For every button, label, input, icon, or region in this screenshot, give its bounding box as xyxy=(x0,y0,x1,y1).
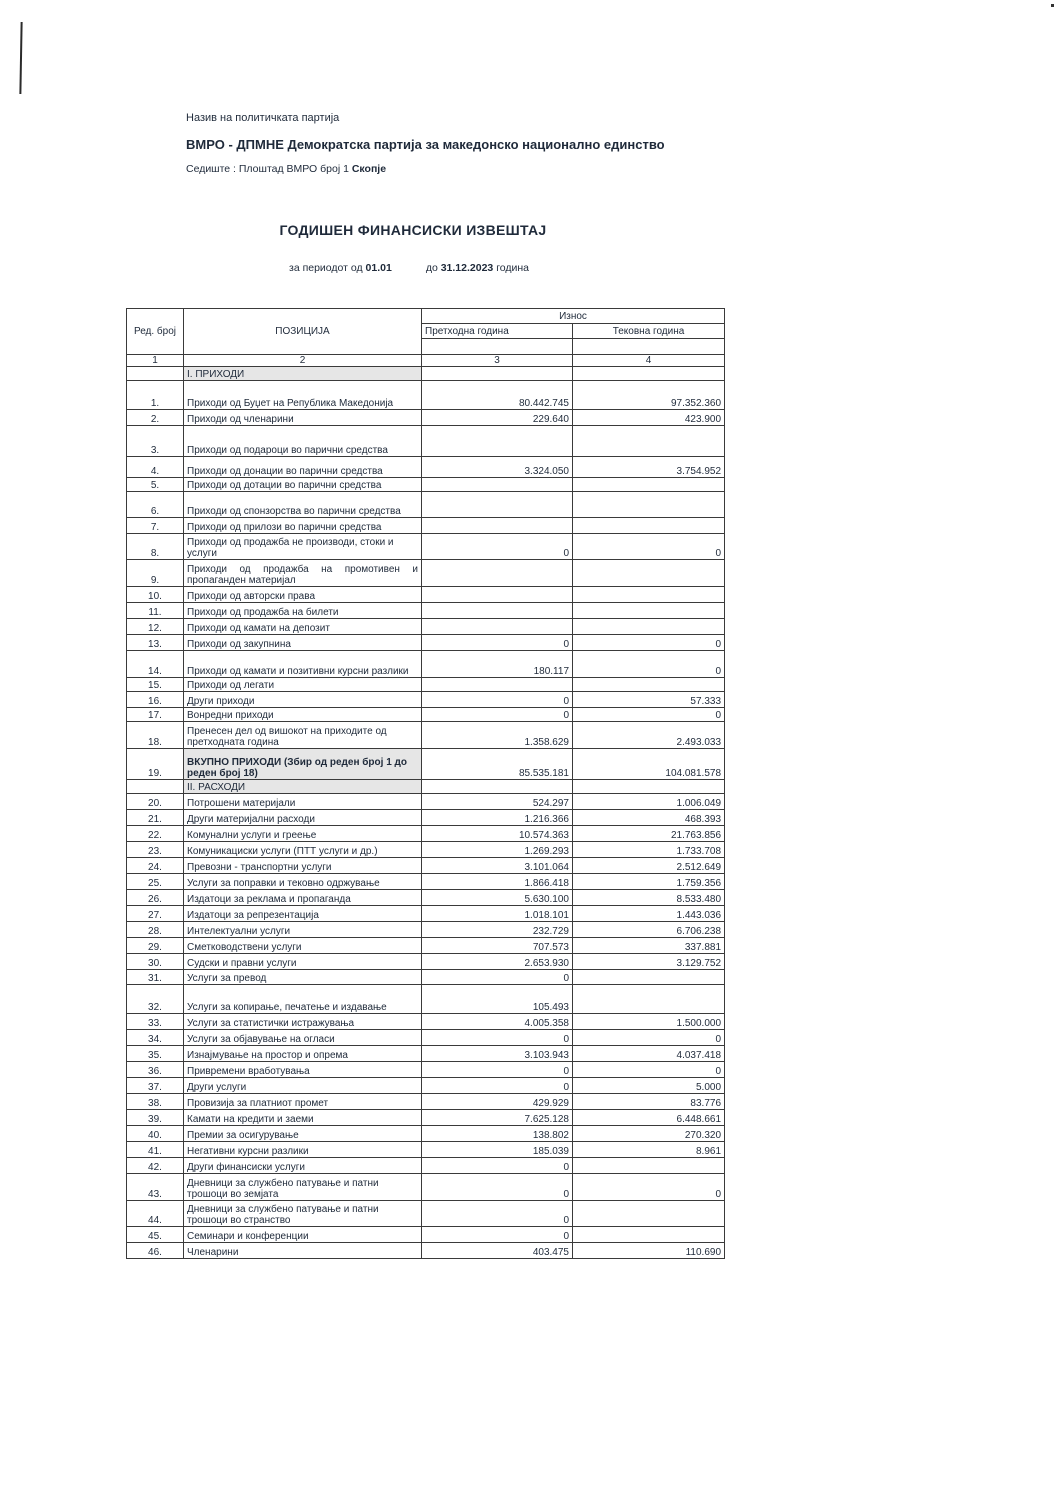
row-number: 7. xyxy=(127,518,184,534)
row-previous-amount: 1.358.629 xyxy=(422,722,573,749)
row-description: ВКУПНО ПРИХОДИ (Збир од реден број 1 до реден број 18) xyxy=(184,749,422,780)
row-current-amount: 6.448.661 xyxy=(573,1110,725,1126)
row-number: 41. xyxy=(127,1142,184,1158)
row-previous-amount: 1.269.293 xyxy=(422,842,573,858)
row-number: 14. xyxy=(127,651,184,678)
row-number: 2. xyxy=(127,410,184,426)
row-current-amount: 337.881 xyxy=(573,938,725,954)
row-number: 8. xyxy=(127,534,184,560)
row-previous-amount xyxy=(422,619,573,635)
row-previous-amount: 0 xyxy=(422,1030,573,1046)
period-from: 01.01 xyxy=(365,262,392,274)
row-previous-amount: 0 xyxy=(422,534,573,560)
table-row xyxy=(127,1014,725,1030)
row-previous-amount xyxy=(422,560,573,587)
row-description: Потрошени материјали xyxy=(184,794,422,810)
table-row xyxy=(127,534,725,560)
row-previous-amount: 185.039 xyxy=(422,1142,573,1158)
row-current-amount: 1.733.708 xyxy=(573,842,725,858)
table-row xyxy=(127,478,725,492)
row-description: Приходи од продажба не производи, стоки и услуги xyxy=(184,534,422,560)
row-number: 19. xyxy=(127,749,184,780)
row-description: Негативни курсни разлики xyxy=(184,1142,422,1158)
seat-address: Седиште : Плоштад ВМРО број 1 xyxy=(186,163,349,175)
row-number: 46. xyxy=(127,1243,184,1259)
row-description: Провизија за платниот промет xyxy=(184,1094,422,1110)
row-current-amount xyxy=(573,587,725,603)
row-number: 10. xyxy=(127,587,184,603)
row-number: 5. xyxy=(127,478,184,492)
row-current-amount: 57.333 xyxy=(573,692,725,708)
row-current-amount xyxy=(573,678,725,692)
table-row xyxy=(127,1094,725,1110)
row-current-amount xyxy=(573,426,725,457)
row-number: 31. xyxy=(127,970,184,985)
table-row xyxy=(127,603,725,619)
reporting-period xyxy=(289,262,529,274)
row-current-amount: 97.352.360 xyxy=(573,381,725,410)
table-row xyxy=(127,678,725,692)
row-current-amount: 3.129.752 xyxy=(573,954,725,970)
row-number: 27. xyxy=(127,906,184,922)
row-number: 29. xyxy=(127,938,184,954)
table-row xyxy=(127,692,725,708)
party-name-label: Назив на политичката партија xyxy=(186,112,340,124)
section-row xyxy=(127,780,725,794)
row-number: 28. xyxy=(127,922,184,938)
row-number: 24. xyxy=(127,858,184,874)
row-number: 37. xyxy=(127,1078,184,1094)
table-row xyxy=(127,651,725,678)
table-row xyxy=(127,518,725,534)
row-description: Дневници за службено патување и патни трошоци во земјата xyxy=(184,1174,422,1201)
table-row xyxy=(127,826,725,842)
row-number: 33. xyxy=(127,1014,184,1030)
row-previous-amount: 3.101.064 xyxy=(422,858,573,874)
row-previous-amount xyxy=(422,587,573,603)
row-previous-amount: 10.574.363 xyxy=(422,826,573,842)
row-current-amount: 0 xyxy=(573,1062,725,1078)
table-row xyxy=(127,619,725,635)
row-previous-amount xyxy=(422,426,573,457)
row-number: 20. xyxy=(127,794,184,810)
row-number: 32. xyxy=(127,985,184,1014)
row-number: 42. xyxy=(127,1158,184,1174)
row-description: Пренесен дел од вишокот на приходите од претходната година xyxy=(184,722,422,749)
row-description: Изнајмување на простор и опрема xyxy=(184,1046,422,1062)
header-row-number: Ред. број xyxy=(127,309,184,355)
section-income-title: I. ПРИХОДИ xyxy=(184,367,422,381)
row-number: 30. xyxy=(127,954,184,970)
row-previous-amount: 85.535.181 xyxy=(422,749,573,780)
row-description: Судски и правни услуги xyxy=(184,954,422,970)
table-row xyxy=(127,1126,725,1142)
row-current-amount xyxy=(573,492,725,518)
table-row xyxy=(127,954,725,970)
row-description: Премии за осигурување xyxy=(184,1126,422,1142)
row-number: 22. xyxy=(127,826,184,842)
row-description: Приходи од донации во парични средства xyxy=(184,457,422,478)
table-row xyxy=(127,1142,725,1158)
table-row xyxy=(127,874,725,890)
row-previous-amount: 429.929 xyxy=(422,1094,573,1110)
row-current-amount xyxy=(573,518,725,534)
table-row xyxy=(127,938,725,954)
row-number: 9. xyxy=(127,560,184,587)
row-current-amount: 5.000 xyxy=(573,1078,725,1094)
row-description: Услуги за поправки и тековно одржување xyxy=(184,874,422,890)
section-prev-cell xyxy=(422,780,573,794)
row-description: Приходи од продажба на промотивен и пропаганден материјал xyxy=(184,560,422,587)
period-suffix: година xyxy=(496,262,530,274)
row-previous-amount: 1.866.418 xyxy=(422,874,573,890)
row-description: Приходи од подароци во парични средства xyxy=(184,426,422,457)
row-current-amount: 1.759.356 xyxy=(573,874,725,890)
header-amount: Износ xyxy=(422,309,725,324)
row-previous-amount: 1.216.366 xyxy=(422,810,573,826)
financial-report-table xyxy=(126,308,725,1259)
row-current-amount xyxy=(573,985,725,1014)
row-previous-amount xyxy=(422,478,573,492)
row-current-amount xyxy=(573,970,725,985)
table-row xyxy=(127,1201,725,1227)
row-number: 13. xyxy=(127,635,184,651)
row-current-amount: 0 xyxy=(573,635,725,651)
table-row xyxy=(127,1174,725,1201)
row-number: 18. xyxy=(127,722,184,749)
row-current-amount: 423.900 xyxy=(573,410,725,426)
section-row xyxy=(127,367,725,381)
row-current-amount: 110.690 xyxy=(573,1243,725,1259)
row-previous-amount: 524.297 xyxy=(422,794,573,810)
row-number: 3. xyxy=(127,426,184,457)
table-row xyxy=(127,410,725,426)
table-row xyxy=(127,1158,725,1174)
row-description: Вонредни приходи xyxy=(184,708,422,722)
row-current-amount xyxy=(573,1227,725,1243)
table-row xyxy=(127,794,725,810)
row-number: 11. xyxy=(127,603,184,619)
row-current-amount: 0 xyxy=(573,708,725,722)
row-current-amount: 2.512.649 xyxy=(573,858,725,874)
row-current-amount xyxy=(573,560,725,587)
header-position: ПОЗИЦИЈА xyxy=(184,309,422,355)
table-row xyxy=(127,970,725,985)
table-row xyxy=(127,426,725,457)
row-previous-amount xyxy=(422,492,573,518)
document-title: ГОДИШЕН ФИНАНСИСКИ ИЗВЕШТАЈ xyxy=(279,222,547,238)
row-description: Други материјални расходи xyxy=(184,810,422,826)
row-number: 45. xyxy=(127,1227,184,1243)
row-current-amount: 270.320 xyxy=(573,1126,725,1142)
row-previous-amount: 105.493 xyxy=(422,985,573,1014)
row-previous-amount: 0 xyxy=(422,1201,573,1227)
section-curr-cell xyxy=(573,367,725,381)
row-description: Превозни - транспортни услуги xyxy=(184,858,422,874)
row-previous-amount xyxy=(422,518,573,534)
row-description: Приходи од легати xyxy=(184,678,422,692)
row-description: Услуги за статистички истражувања xyxy=(184,1014,422,1030)
column-index: 4 xyxy=(573,355,725,367)
section-curr-cell xyxy=(573,780,725,794)
period-to: 31.12.2023 xyxy=(440,262,494,274)
row-current-amount: 6.706.238 xyxy=(573,922,725,938)
row-description: Издатоци за реклама и пропаганда xyxy=(184,890,422,906)
row-current-amount: 8.961 xyxy=(573,1142,725,1158)
row-description: Членарини xyxy=(184,1243,422,1259)
row-current-amount: 4.037.418 xyxy=(573,1046,725,1062)
row-description: Интелектуални услуги xyxy=(184,922,422,938)
column-index: 1 xyxy=(127,355,184,367)
row-number: 12. xyxy=(127,619,184,635)
table-row xyxy=(127,1030,725,1046)
table-row xyxy=(127,587,725,603)
row-current-amount xyxy=(573,1201,725,1227)
row-previous-amount: 7.625.128 xyxy=(422,1110,573,1126)
row-description: Дневници за службено патување и патни трошоци во странство xyxy=(184,1201,422,1227)
section-number-cell xyxy=(127,367,184,381)
row-current-amount xyxy=(573,619,725,635)
row-current-amount: 1.443.036 xyxy=(573,906,725,922)
section-prev-cell xyxy=(422,367,573,381)
row-number: 43. xyxy=(127,1174,184,1201)
row-description: Привремени вработувања xyxy=(184,1062,422,1078)
row-previous-amount: 0 xyxy=(422,635,573,651)
scan-artifact-line xyxy=(19,22,22,94)
header-current-year: Тековна година xyxy=(573,324,725,339)
row-current-amount: 104.081.578 xyxy=(573,749,725,780)
table-row xyxy=(127,560,725,587)
row-description: Други услуги xyxy=(184,1078,422,1094)
row-number: 23. xyxy=(127,842,184,858)
row-current-amount: 83.776 xyxy=(573,1094,725,1110)
row-description: Комуникациски услуги (ПТТ услуги и др.) xyxy=(184,842,422,858)
row-previous-amount: 0 xyxy=(422,1158,573,1174)
row-description: Сметководствени услуги xyxy=(184,938,422,954)
total-income-row xyxy=(127,749,725,780)
row-previous-amount: 80.442.745 xyxy=(422,381,573,410)
table-row xyxy=(127,1062,725,1078)
row-description: Камати на кредити и заеми xyxy=(184,1110,422,1126)
row-previous-amount: 0 xyxy=(422,1062,573,1078)
period-mid: до xyxy=(425,262,438,274)
row-previous-amount xyxy=(422,678,573,692)
section-expense-title: II. РАСХОДИ xyxy=(184,780,422,794)
row-previous-amount: 0 xyxy=(422,1227,573,1243)
row-previous-amount: 3.103.943 xyxy=(422,1046,573,1062)
row-description: Услуги за копирање, печатење и издавање xyxy=(184,985,422,1014)
seat-city: Скопје xyxy=(351,163,387,175)
table-row xyxy=(127,708,725,722)
row-current-amount: 1.500.000 xyxy=(573,1014,725,1030)
table-row xyxy=(127,858,725,874)
row-current-amount xyxy=(573,478,725,492)
row-description: Приходи од прилози во парични средства xyxy=(184,518,422,534)
row-current-amount: 468.393 xyxy=(573,810,725,826)
row-current-amount xyxy=(573,603,725,619)
row-previous-amount: 0 xyxy=(422,692,573,708)
table-row xyxy=(127,985,725,1014)
row-number: 40. xyxy=(127,1126,184,1142)
row-description: Приходи од камати на депозит xyxy=(184,619,422,635)
row-previous-amount: 5.630.100 xyxy=(422,890,573,906)
column-index: 2 xyxy=(184,355,422,367)
table-row xyxy=(127,1110,725,1126)
row-number: 36. xyxy=(127,1062,184,1078)
row-description: Други приходи xyxy=(184,692,422,708)
row-previous-amount: 0 xyxy=(422,970,573,985)
party-seat xyxy=(186,163,386,175)
row-number: 17. xyxy=(127,708,184,722)
row-number: 15. xyxy=(127,678,184,692)
row-previous-amount: 707.573 xyxy=(422,938,573,954)
row-previous-amount: 138.802 xyxy=(422,1126,573,1142)
table-row xyxy=(127,810,725,826)
table-row xyxy=(127,381,725,410)
row-number: 38. xyxy=(127,1094,184,1110)
row-number: 6. xyxy=(127,492,184,518)
table-row xyxy=(127,906,725,922)
row-previous-amount: 1.018.101 xyxy=(422,906,573,922)
row-number: 44. xyxy=(127,1201,184,1227)
row-previous-amount: 232.729 xyxy=(422,922,573,938)
row-previous-amount: 0 xyxy=(422,708,573,722)
scan-artifact-dot xyxy=(1051,4,1054,7)
row-number: 4. xyxy=(127,457,184,478)
row-number: 34. xyxy=(127,1030,184,1046)
row-previous-amount: 403.475 xyxy=(422,1243,573,1259)
table-row xyxy=(127,1227,725,1243)
row-number: 26. xyxy=(127,890,184,906)
column-index: 3 xyxy=(422,355,573,367)
row-description: Семинари и конференции xyxy=(184,1227,422,1243)
table-row xyxy=(127,457,725,478)
row-current-amount: 8.533.480 xyxy=(573,890,725,906)
table-row xyxy=(127,922,725,938)
row-number: 21. xyxy=(127,810,184,826)
row-previous-amount: 0 xyxy=(422,1078,573,1094)
row-current-amount xyxy=(573,1158,725,1174)
row-current-amount: 0 xyxy=(573,651,725,678)
row-description: Приходи од закупнина xyxy=(184,635,422,651)
party-name: ВМРО - ДПМНЕ Демократска партија за македонско национално единство xyxy=(186,137,665,152)
row-previous-amount xyxy=(422,603,573,619)
table-row xyxy=(127,842,725,858)
row-current-amount: 1.006.049 xyxy=(573,794,725,810)
section-number-cell xyxy=(127,780,184,794)
row-previous-amount: 3.324.050 xyxy=(422,457,573,478)
table-row xyxy=(127,1078,725,1094)
row-current-amount: 0 xyxy=(573,1174,725,1201)
row-number: 1. xyxy=(127,381,184,410)
row-description: Услуги за превод xyxy=(184,970,422,985)
row-description: Услуги за објавување на огласи xyxy=(184,1030,422,1046)
row-description: Комунални услуги и греење xyxy=(184,826,422,842)
row-previous-amount: 2.653.930 xyxy=(422,954,573,970)
table-row xyxy=(127,722,725,749)
table-row xyxy=(127,635,725,651)
row-description: Приходи од дотации во парични средства xyxy=(184,478,422,492)
row-previous-amount: 229.640 xyxy=(422,410,573,426)
row-number: 35. xyxy=(127,1046,184,1062)
row-current-amount: 0 xyxy=(573,534,725,560)
table-row xyxy=(127,1243,725,1259)
row-current-amount: 21.763.856 xyxy=(573,826,725,842)
header-previous-year: Претходна година xyxy=(422,324,573,339)
table-row xyxy=(127,1046,725,1062)
row-description: Приходи од продажба на билети xyxy=(184,603,422,619)
table-row xyxy=(127,492,725,518)
row-previous-amount: 4.005.358 xyxy=(422,1014,573,1030)
row-current-amount: 2.493.033 xyxy=(573,722,725,749)
table-row xyxy=(127,890,725,906)
row-number: 39. xyxy=(127,1110,184,1126)
row-previous-amount: 180.117 xyxy=(422,651,573,678)
row-previous-amount: 0 xyxy=(422,1174,573,1201)
row-description: Издатоци за репрезентација xyxy=(184,906,422,922)
row-current-amount: 0 xyxy=(573,1030,725,1046)
row-current-amount: 3.754.952 xyxy=(573,457,725,478)
row-description: Приходи од спонзорства во парични средства xyxy=(184,492,422,518)
row-description: Приходи од камати и позитивни курсни разлики xyxy=(184,651,422,678)
row-description: Приходи од авторски права xyxy=(184,587,422,603)
row-number: 16. xyxy=(127,692,184,708)
row-description: Приходи од членарини xyxy=(184,410,422,426)
row-description: Други финансиски услуги xyxy=(184,1158,422,1174)
row-number: 25. xyxy=(127,874,184,890)
row-description: Приходи од Буџет на Република Македонија xyxy=(184,381,422,410)
period-prefix: за периодот од xyxy=(289,262,363,274)
